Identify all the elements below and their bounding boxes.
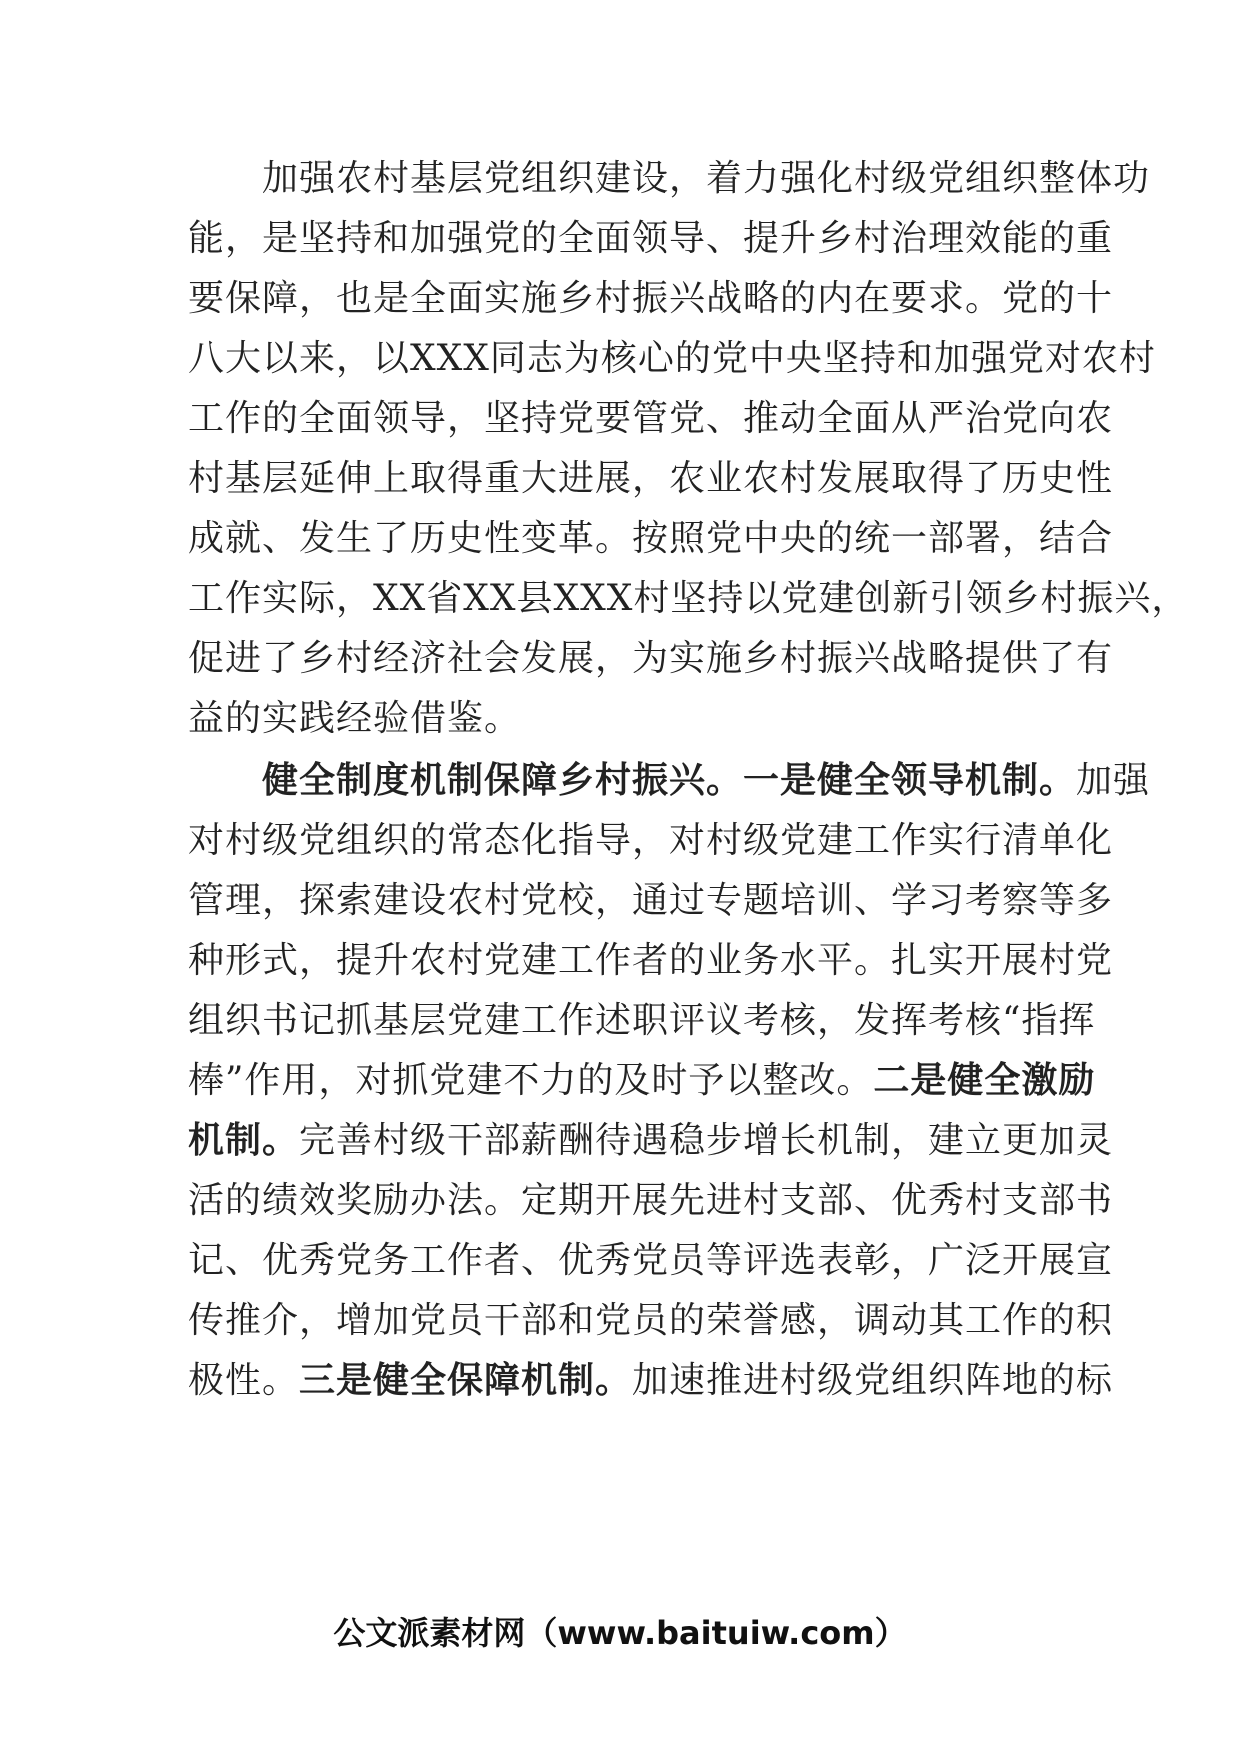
paragraph-1-line-6: 村基层延伸上取得重大进展，农业农村发展取得了历史性 xyxy=(188,458,1114,499)
paragraph-2-line-8: 活的绩效奖励办法。定期开展先进村支部、优秀村支部书 xyxy=(188,1180,1114,1221)
paragraph-2-line-4: 种形式，提升农村党建工作者的业务水平。扎实开展村党 xyxy=(188,940,1114,981)
paragraph-2-line-1-text: 加强 xyxy=(1076,760,1151,801)
footer-watermark: 公文派素材网（www.baituiw.com） xyxy=(333,1614,907,1652)
paragraph-2-line-5: 组织书记抓基层党建工作述职评议考核，发挥考核“指挥 xyxy=(188,1000,1096,1041)
paragraph-2-line-11-text: 极性。 xyxy=(188,1360,300,1401)
paragraph-2-line-9: 记、优秀党务工作者、优秀党员等评选表彰，广泛开展宣 xyxy=(188,1240,1114,1281)
paragraph-2-line-7 xyxy=(188,1110,1114,1172)
subheading-guarantee: 三是健全保障机制。 xyxy=(299,1360,633,1401)
paragraph-1-line-3: 要保障，也是全面实施乡村振兴战略的内在要求。党的十 xyxy=(188,278,1114,319)
subheading-incentive-end: 机制。 xyxy=(188,1120,300,1161)
paragraph-1-line-10: 益的实践经验借鉴。 xyxy=(188,698,522,739)
paragraph-2-line-1 xyxy=(188,750,1151,812)
paragraph-1-line-8: 工作实际，XX省XX县XXX村坚持以党建创新引领乡村振兴， xyxy=(188,578,1189,619)
paragraph-1-line-1: 加强农村基层党组织建设，着力强化村级党组织整体功 xyxy=(188,158,1151,199)
paragraph-2-line-6-text: 棒”作用，对抓党建不力的及时予以整改。 xyxy=(188,1060,874,1101)
paragraph-2-line-11 xyxy=(188,1350,1114,1412)
paragraph-1-line-9: 促进了乡村经济社会发展，为实施乡村振兴战略提供了有 xyxy=(188,638,1114,679)
subheading-incentive: 二是健全激励 xyxy=(873,1060,1096,1101)
paragraph-1-line-5: 工作的全面领导，坚持党要管党、推动全面从严治党向农 xyxy=(188,398,1114,439)
paragraph-2-line-11-rest: 加速推进村级党组织阵地的标 xyxy=(632,1360,1114,1401)
paragraph-2-line-3: 管理，探索建设农村党校，通过专题培训、学习考察等多 xyxy=(188,880,1114,921)
paragraph-1-line-7: 成就、发生了历史性变革。按照党中央的统一部署，结合 xyxy=(188,518,1114,559)
paragraph-2-line-6 xyxy=(188,1050,1096,1112)
paragraph-2-line-7-text: 完善村级干部薪酬待遇稳步增长机制，建立更加灵 xyxy=(299,1120,1114,1161)
section-heading: 健全制度机制保障乡村振兴。一是健全领导机制。 xyxy=(188,760,1077,801)
paragraph-1-line-4: 八大以来，以XXX同志为核心的党中央坚持和加强党对农村 xyxy=(188,338,1156,379)
paragraph-2-line-10: 传推介，增加党员干部和党员的荣誉感，调动其工作的积 xyxy=(188,1300,1114,1341)
paragraph-2-line-2: 对村级党组织的常态化指导，对村级党建工作实行清单化 xyxy=(188,820,1114,861)
paragraph-1-line-2: 能，是坚持和加强党的全面领导、提升乡村治理效能的重 xyxy=(188,218,1114,259)
